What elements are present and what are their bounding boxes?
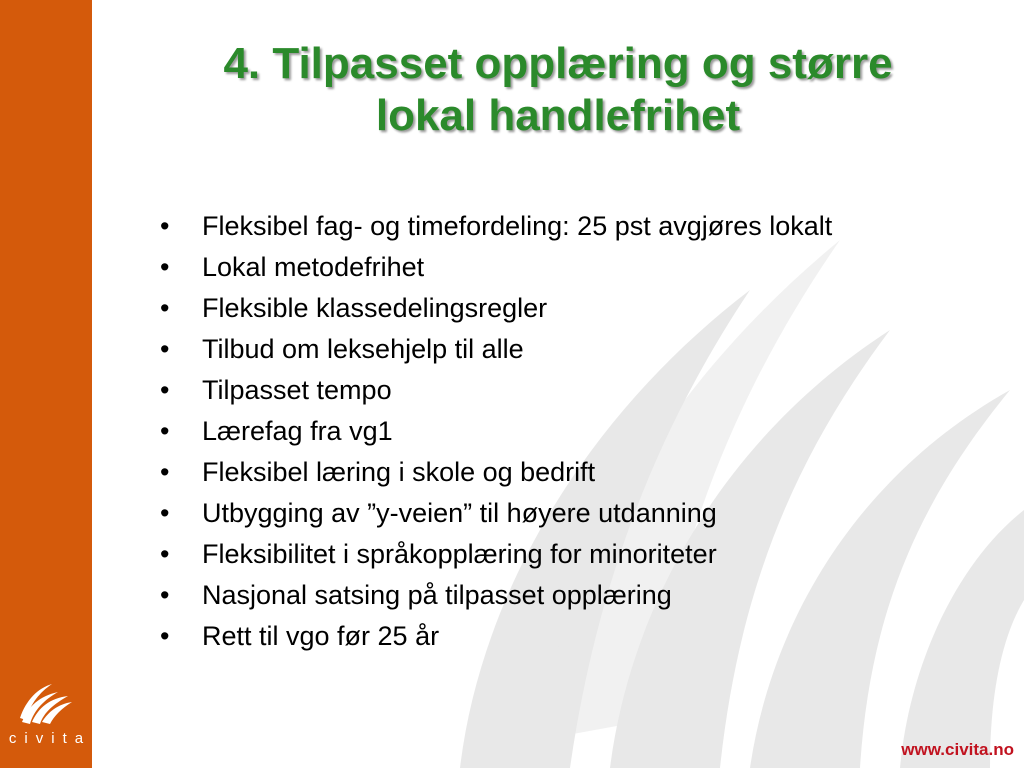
bullet-item: • Fleksibel fag- og timefordeling: 25 pst avgjøres lokalt — [160, 206, 832, 247]
bullet-item: • Fleksibel læring i skole og bedrift — [160, 452, 832, 493]
sidebar-band — [0, 0, 92, 768]
wave-logo-icon — [18, 678, 74, 728]
title-line: lokal handlefrihet — [375, 91, 741, 140]
bullet-item: • Fleksible klassedelingsregler — [160, 288, 832, 329]
logo-wordmark: civita — [8, 730, 92, 747]
bullet-item: • Rett til vgo før 25 år — [160, 616, 832, 657]
bullet-item: • Utbygging av ”y-veien” til høyere utdanning — [160, 493, 832, 534]
civita-logo — [0, 678, 92, 768]
bullet-item: • Nasjonal satsing på tilpasset opplæring — [160, 575, 832, 616]
bullet-item: • Tilbud om leksehjelp til alle — [160, 329, 832, 370]
slide-title — [92, 38, 1024, 142]
title-line: 4. Tilpasset opplæring og større — [223, 39, 893, 88]
bullet-list — [160, 206, 832, 657]
bullet-item: • Lokal metodefrihet — [160, 247, 832, 288]
footer-url-link[interactable]: www.civita.no — [901, 740, 1014, 759]
bullet-item: • Lærefag fra vg1 — [160, 411, 832, 452]
bullet-item: • Tilpasset tempo — [160, 370, 832, 411]
bullet-item: • Fleksibilitet i språkopplæring for minoriteter — [160, 534, 832, 575]
